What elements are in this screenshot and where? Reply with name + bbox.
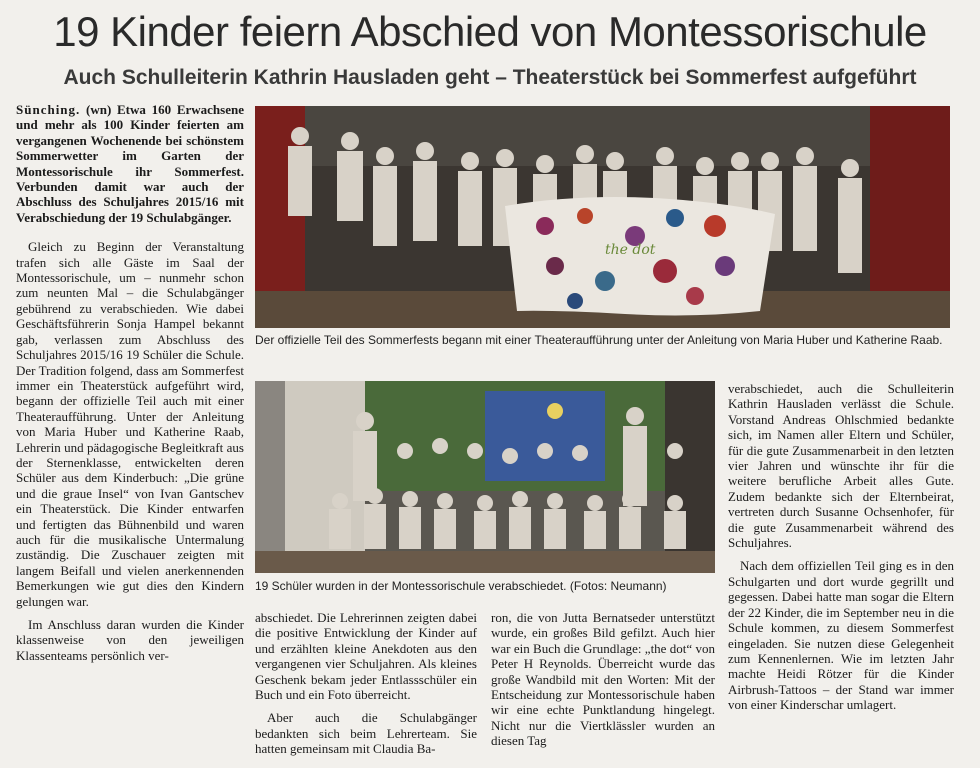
photo-1-image bbox=[255, 106, 950, 328]
photo-graduates bbox=[255, 381, 715, 573]
lead-text: (wn) Etwa 160 Erwachsene und mehr als 100 Kinder feierten am vergangenen Wochenende bei schönstem Sommerwetter im Garten der Montessorischule ihr Sommerfest. Verbunden damit war auch der Abschluss des Schuljahres 2015/16 mit Verabschiedung der 19 Schulabgänger. bbox=[16, 102, 244, 225]
photo-theater-group bbox=[255, 106, 950, 328]
dateline: Sünching. bbox=[16, 102, 81, 117]
photo-2-caption: 19 Schüler wurden in der Montessorischule verabschiedet. (Fotos: Neumann) bbox=[255, 579, 667, 593]
body-paragraph: Aber auch die Schulabgänger bedankten sich beim Lehrerteam. Sie hatten gemeinsam mit Claudia Ba- bbox=[255, 710, 477, 757]
body-paragraph: verabschiedet, auch die Schulleiterin Kathrin Hausladen verlässt die Schule. Vorstand Andreas Ohlschmied bedankte sich, im Namen aller Eltern und Schüler, für die gute Zusammenarbeit in den letzten vier Jahren und wünschte ihr für die weitere berufliche Arbeit alles Gute. Zudem bedankte sich der Elternbeirat, vertreten durch Susanne Ochsenhofer, für die gute Zusammenarbeit während des Schuljahres. bbox=[728, 381, 954, 551]
body-paragraph: ron, die von Jutta Bernatseder unterstützt wurde, ein großes Bild gefilzt. Auch hier war ein Buch die Grundlage: „the dot“ von Peter H Reynolds. Überreicht wurde das große Wandbild mit den Worten: Mit der Entscheidung zur Montessorischule haben wir eine echte Punktlandung hingelegt. Nicht nur die Viertklässler wurden an diesen Tag bbox=[491, 610, 715, 749]
column-1 bbox=[16, 102, 244, 764]
headline: 19 Kinder feiern Abschied von Montessorischule bbox=[53, 8, 927, 55]
subheadline: Auch Schulleiterin Kathrin Hausladen geht – Theaterstück bei Sommerfest aufgeführt bbox=[63, 66, 917, 89]
column-4 bbox=[728, 381, 954, 764]
column-2 bbox=[255, 610, 477, 764]
body-paragraph: abschiedet. Die Lehrerinnen zeigten dabei die positive Entwicklung der Kinder auf und erzählten kleine Anekdoten aus den vergangenen vier Schuljahren. Als kleines Geschenk bekam jeder Entlassschüler ein Buch und ein Foto überreicht. bbox=[255, 610, 477, 703]
body-paragraph: Im Anschluss daran wurden die Kinder klassenweise von den jeweiligen Klassenteams persönlich ver- bbox=[16, 617, 244, 663]
body-paragraph: Nach dem offiziellen Teil ging es in den Schulgarten und dort wurde gegrillt und gegessen. Dabei hatte man sogar die Eltern der 22 Kinder, die im September neu in die Schule kommen, zu diesem Sommerfest eingeladen. Sie nutzen diese Gelegenheit zum Kennenlernen. Wie im letzten Jahr machte Heidi Rötzer für die Kinder Airbrush-Tattoos – der Stand war immer von einer Kinderschar umlagert. bbox=[728, 558, 954, 713]
photo-2-image bbox=[255, 381, 715, 573]
banner-text: the dot bbox=[605, 242, 656, 258]
photo-1-caption: Der offizielle Teil des Sommerfests begann mit einer Theateraufführung unter der Anleitung von Maria Huber und Katherine Raab. bbox=[255, 333, 943, 347]
body-paragraph: Gleich zu Beginn der Veranstaltung trafen sich alle Gäste im Saal der Montessorischule, um – nunmehr schon zum neunten Mal – die Schulabgänger gebührend zu verabschieden. Wie dabei Geschäftsführerin Sonja Hampel bekannt gab, verlassen zum Abschluss des Schuljahres 2015/16 19 Schüler die Schule. Der Tradition folgend, dass am Sommerfest immer ein Theaterstück aufgeführt wird, begann der offizielle Teil auch mit einer Theateraufführung. Unter der Anleitung von Maria Huber und Katherine Raab, Lehrerin und pädagogische Begleitkraft aus der Sternenklasse, entwickelten deren Schüler aus dem Kinderbuch: „Die grüne und die graue Insel“ von Ivan Gantschev ein Theaterstück. Die Kinder entwarfen und fertigten das Bühnenbild und waren auch für die musikalische Untermalung zuständig. Die Zuschauer zeigten mit langem Beifall und vielen anerkennenden Bemerkungen wie gut dies den Kindern gelungen war. bbox=[16, 239, 244, 609]
column-3 bbox=[491, 610, 715, 764]
lead-paragraph bbox=[16, 102, 244, 225]
